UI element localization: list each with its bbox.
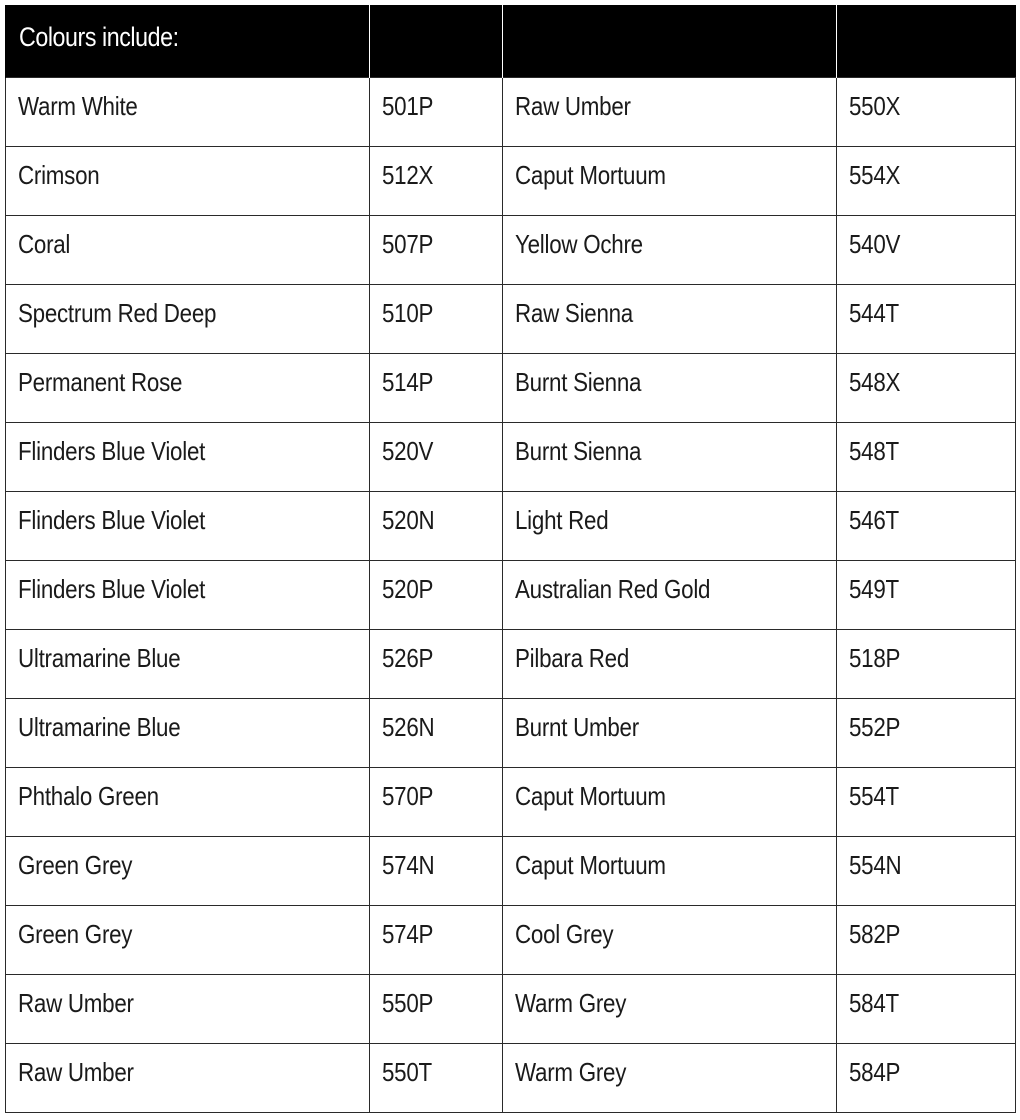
colour-code-cell (837, 629, 1016, 698)
colour-name-cell (503, 215, 837, 284)
colour-code-cell (837, 77, 1016, 146)
colour-name-cell (6, 353, 370, 422)
colour-name-cell (503, 836, 837, 905)
header-cell (370, 5, 503, 77)
colour-name: Caput Mortuum (515, 850, 666, 880)
header-label: Colours include: (19, 22, 179, 53)
colour-name-cell (503, 146, 837, 215)
colour-name: Burnt Sienna (515, 436, 642, 466)
colour-name-cell (503, 353, 837, 422)
colour-name-cell (6, 698, 370, 767)
colour-name: Warm White (18, 91, 138, 121)
colour-code: 512X (382, 160, 434, 190)
colour-code-cell (370, 698, 503, 767)
colour-code-cell (370, 284, 503, 353)
table-body (6, 77, 1016, 1112)
colour-name: Burnt Umber (515, 712, 639, 742)
colour-name: Ultramarine Blue (18, 712, 181, 742)
colour-name-cell (503, 491, 837, 560)
colour-code: 548X (849, 367, 901, 397)
colour-table (5, 5, 1016, 1113)
colour-name: Light Red (515, 505, 609, 535)
colour-name: Caput Mortuum (515, 781, 666, 811)
table-row (6, 974, 1016, 1043)
colour-name: Warm Grey (515, 1057, 627, 1087)
table-row (6, 629, 1016, 698)
colour-name-cell (503, 767, 837, 836)
colour-code: 574N (382, 850, 435, 880)
colour-code-cell (370, 422, 503, 491)
colour-name: Warm Grey (515, 988, 627, 1018)
colour-name: Australian Red Gold (515, 574, 711, 604)
colour-name: Yellow Ochre (515, 229, 643, 259)
colour-code-cell (837, 146, 1016, 215)
colour-code: 520N (382, 505, 435, 535)
colour-code-cell (370, 629, 503, 698)
colour-code: 507P (382, 229, 434, 259)
colour-code-cell (837, 215, 1016, 284)
colour-code-cell (837, 491, 1016, 560)
colour-name-cell (6, 560, 370, 629)
table-row (6, 491, 1016, 560)
table-row (6, 836, 1016, 905)
colour-code: 554N (849, 850, 902, 880)
colour-code-cell (837, 284, 1016, 353)
colour-code-cell (837, 422, 1016, 491)
colour-code-cell (370, 215, 503, 284)
colour-code-cell (837, 836, 1016, 905)
table-row (6, 77, 1016, 146)
colour-code-cell (837, 767, 1016, 836)
colour-code: 501P (382, 91, 434, 121)
colour-name: Cool Grey (515, 919, 614, 949)
colour-code-cell (370, 491, 503, 560)
colour-code: 550X (849, 91, 901, 121)
table-row (6, 905, 1016, 974)
colour-name: Caput Mortuum (515, 160, 666, 190)
colour-code-cell (370, 836, 503, 905)
colour-code-cell (370, 77, 503, 146)
colour-name: Spectrum Red Deep (18, 298, 217, 328)
colour-name-cell (6, 284, 370, 353)
colour-name: Flinders Blue Violet (18, 574, 206, 604)
colour-code-cell (370, 353, 503, 422)
table-row (6, 284, 1016, 353)
colour-code-cell (370, 767, 503, 836)
colour-code-cell (837, 353, 1016, 422)
colour-name-cell (503, 77, 837, 146)
colour-code: 544T (849, 298, 899, 328)
colour-name: Raw Umber (18, 988, 134, 1018)
colour-name-cell (503, 698, 837, 767)
colour-code-cell (370, 974, 503, 1043)
colour-name-cell (503, 1043, 837, 1112)
colour-code: 526N (382, 712, 435, 742)
colour-code: 510P (382, 298, 434, 328)
colour-name: Flinders Blue Violet (18, 505, 206, 535)
table-row (6, 146, 1016, 215)
colour-code-cell (837, 560, 1016, 629)
colour-code: 520P (382, 574, 434, 604)
colour-name-cell (6, 1043, 370, 1112)
header-cell (837, 5, 1016, 77)
colour-code-cell (837, 905, 1016, 974)
colour-code: 552P (849, 712, 901, 742)
colour-name: Raw Sienna (515, 298, 633, 328)
colour-name: Burnt Sienna (515, 367, 642, 397)
colour-name-cell (6, 491, 370, 560)
table-row (6, 767, 1016, 836)
table-header (6, 5, 1016, 77)
colour-name-cell (6, 905, 370, 974)
colour-code-cell (370, 1043, 503, 1112)
table-row (6, 560, 1016, 629)
colour-name-cell (503, 974, 837, 1043)
header-row (6, 5, 1016, 77)
colour-name: Green Grey (18, 850, 133, 880)
colour-name: Green Grey (18, 919, 133, 949)
colour-code: 584T (849, 988, 899, 1018)
colour-name-cell (6, 77, 370, 146)
colour-code: 554T (849, 781, 899, 811)
colour-name-cell (6, 215, 370, 284)
colour-name-cell (6, 629, 370, 698)
colour-name-cell (503, 629, 837, 698)
header-cell (503, 5, 837, 77)
colour-code: 540V (849, 229, 901, 259)
colour-code-cell (370, 905, 503, 974)
header-cell (6, 5, 370, 77)
colour-code: 550T (382, 1057, 432, 1087)
table-row (6, 215, 1016, 284)
colour-name: Raw Umber (515, 91, 631, 121)
colour-code-cell (837, 698, 1016, 767)
colour-name-cell (6, 974, 370, 1043)
colour-name-cell (503, 560, 837, 629)
colour-code: 554X (849, 160, 901, 190)
colour-name-cell (6, 146, 370, 215)
colour-name: Flinders Blue Violet (18, 436, 206, 466)
colour-code: 520V (382, 436, 434, 466)
colour-name: Crimson (18, 160, 100, 190)
colour-code-cell (370, 560, 503, 629)
table-row (6, 698, 1016, 767)
colour-name-cell (6, 767, 370, 836)
colour-code-cell (370, 146, 503, 215)
colour-code: 526P (382, 643, 434, 673)
colour-code-cell (837, 1043, 1016, 1112)
colour-code: 584P (849, 1057, 901, 1087)
colour-code: 570P (382, 781, 434, 811)
colour-name-cell (6, 836, 370, 905)
colour-code-cell (837, 974, 1016, 1043)
colour-code: 546T (849, 505, 899, 535)
colour-name: Ultramarine Blue (18, 643, 181, 673)
colour-code: 582P (849, 919, 901, 949)
colour-code: 574P (382, 919, 434, 949)
colour-code: 514P (382, 367, 434, 397)
colour-code: 518P (849, 643, 901, 673)
colour-code: 550P (382, 988, 434, 1018)
colour-name: Phthalo Green (18, 781, 159, 811)
colour-name-cell (6, 422, 370, 491)
colour-code: 549T (849, 574, 899, 604)
table-row (6, 1043, 1016, 1112)
table-row (6, 422, 1016, 491)
colour-name: Raw Umber (18, 1057, 134, 1087)
colour-name: Coral (18, 229, 71, 259)
colour-name-cell (503, 422, 837, 491)
colour-name-cell (503, 905, 837, 974)
colour-name-cell (503, 284, 837, 353)
colour-name: Pilbara Red (515, 643, 630, 673)
table-row (6, 353, 1016, 422)
colour-code: 548T (849, 436, 899, 466)
colour-name: Permanent Rose (18, 367, 183, 397)
